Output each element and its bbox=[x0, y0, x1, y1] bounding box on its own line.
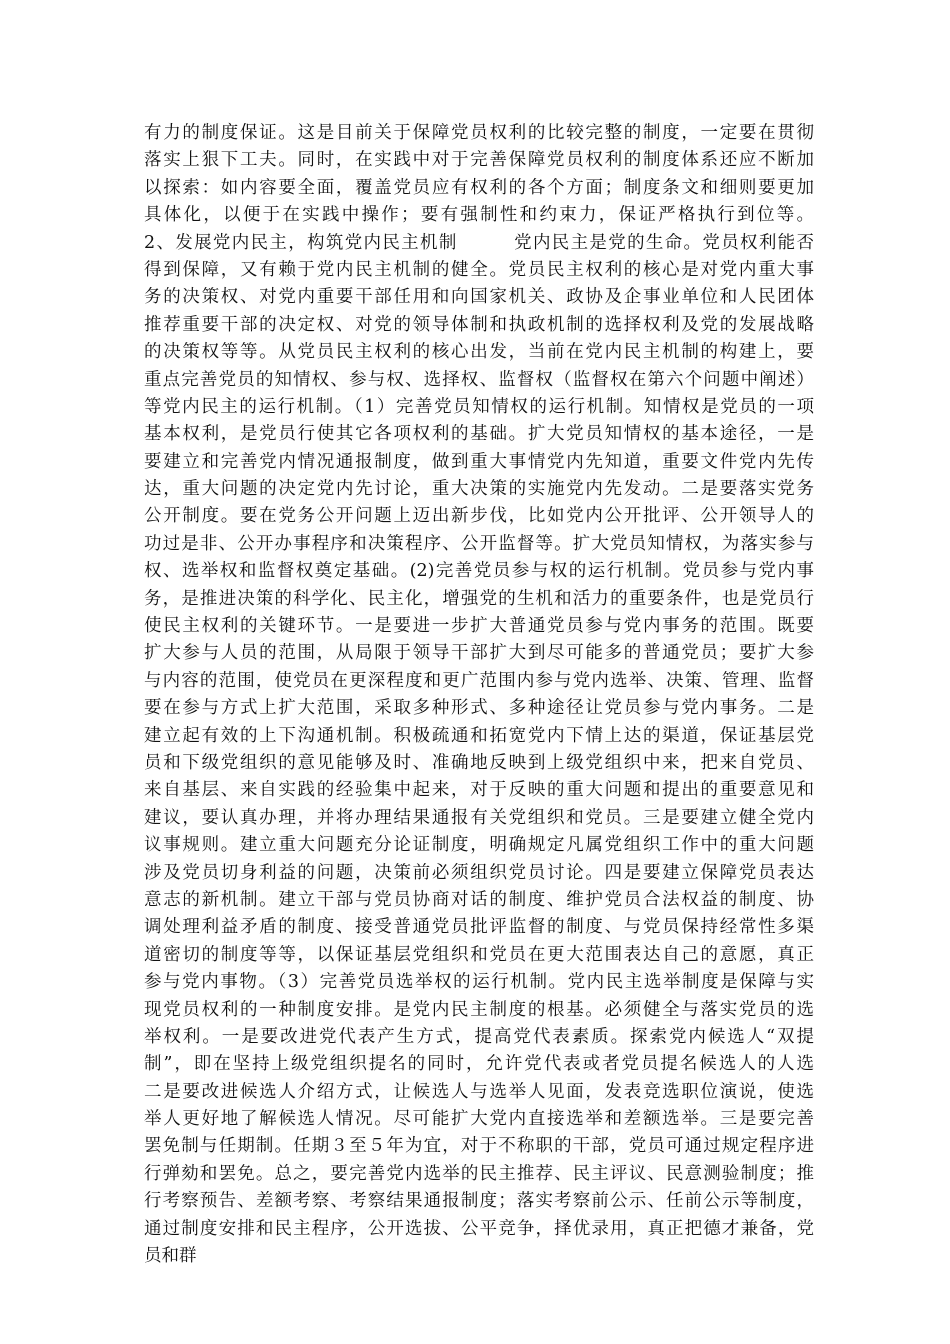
body-text bbox=[144, 120, 814, 1270]
text-line: 的决策权等等。从党员民主权利的核心出发，当前在党内民主机制的构建上，要 bbox=[144, 342, 814, 363]
text-line: 权、选举权和监督权奠定基础。(2)完善党员参与权的运行机制。党员参与党内事 bbox=[144, 561, 814, 582]
text-line: 现党员权利的一种制度安排。是党内民主制度的根基。必须健全与落实党员的选 bbox=[144, 999, 814, 1020]
text-line: 二是要改进候选人介绍方式，让候选人与选举人见面，发表竞选职位演说，使选 bbox=[144, 1081, 814, 1102]
text-line: 使民主权利的关键环节。一是要进一步扩大普通党员参与党内事务的范围。既要 bbox=[144, 616, 814, 637]
text-line: 与内容的范围，使党员在更深程度和更广范围内参与党内选举、决策、管理、监督 bbox=[144, 670, 814, 691]
text-line: 达，重大问题的决定党内先讨论，重大决策的实施党内先发动。二是要落实党务 bbox=[144, 479, 814, 500]
text-line: 调处理利益矛盾的制度、接受普通党员批评监督的制度、与党员保持经常性多渠 bbox=[144, 917, 814, 938]
text-line: 具体化，以便于在实践中操作；要有强制性和约束力，保证严格执行到位等。 bbox=[144, 205, 814, 226]
text-line: 有力的制度保证。这是目前关于保障党员权利的比较完整的制度，一定要在贯彻 bbox=[144, 123, 814, 143]
text-line: 举人更好地了解候选人情况。尽可能扩大党内直接选举和差额选举。三是要完善 bbox=[144, 1109, 814, 1130]
text-line: 建议，要认真办理，并将办理结果通报有关党组织和党员。三是要建立健全党内 bbox=[144, 807, 814, 828]
text-line: 制”，即在坚持上级党组织提名的同时，允许党代表或者党员提名候选人的人选 bbox=[144, 1054, 814, 1075]
text-line: 务，是推进决策的科学化、民主化，增强党的生机和活力的重要条件，也是党员行 bbox=[144, 588, 814, 609]
text-line: 罢免制与任期制。任期３至５年为宜，对于不称职的干部，党员可通过规定程序进 bbox=[144, 1136, 814, 1157]
text-line: 等党内民主的运行机制。（1）完善党员知情权的运行机制。知情权是党员的一项 bbox=[144, 396, 814, 417]
text-line: 务的决策权、对党内重要干部任用和向国家机关、政协及企事业单位和人民团体 bbox=[144, 287, 814, 308]
text-line: 行弹劾和罢免。总之，要完善党内选举的民主推荐、民主评议、民意测验制度；推 bbox=[144, 1163, 814, 1184]
text-line: 以探索：如内容要全面，覆盖党员应有权利的各个方面；制度条文和细则要更加 bbox=[144, 177, 814, 198]
text-line: 来自基层、来自实践的经验集中起来，对于反映的重大问题和提出的重要意见和 bbox=[144, 780, 814, 801]
text-line: 员和下级党组织的意见能够及时、准确地反映到上级党组织中来，把来自党员、 bbox=[144, 752, 814, 773]
text-line: 要建立和完善党内情况通报制度，做到重大事情党内先知道，重要文件党内先传 bbox=[144, 451, 814, 472]
text-line: 落实上狠下工夫。同时，在实践中对于完善保障党员权利的制度体系还应不断加 bbox=[144, 150, 814, 171]
text-line: 议事规则。建立重大问题充分论证制度，明确规定凡属党组织工作中的重大问题 bbox=[144, 835, 814, 856]
text-line: 通过制度安排和民主程序，公开选拔、公平竞争，择优录用，真正把德才兼备，党 bbox=[144, 1218, 814, 1239]
text-line: 参与党内事物。（3）完善党员选举权的运行机制。党内民主选举制度是保障与实 bbox=[144, 972, 814, 993]
text-line: 建立起有效的上下沟通机制。积极疏通和拓宽党内下情上达的渠道，保证基层党 bbox=[144, 725, 814, 746]
text-line: 功过是非、公开办事程序和决策程序、公开监督等。扩大党员知情权，为落实参与 bbox=[144, 533, 814, 554]
text-line: 意志的新机制。建立干部与党员协商对话的制度、维护党员合法权益的制度、协 bbox=[144, 889, 814, 910]
text-line: 要在参与方式上扩大范围，采取多种形式、多种途径让党员参与党内事务。二是 bbox=[144, 698, 814, 719]
text-line: 员和群 bbox=[144, 1246, 197, 1267]
text-line: 得到保障，又有赖于党内民主机制的健全。党员民主权利的核心是对党内重大事 bbox=[144, 259, 814, 280]
text-line: 扩大参与人员的范围，从局限于领导干部扩大到尽可能多的普通党员；要扩大参 bbox=[144, 643, 814, 664]
text-line: 道密切的制度等等，以保证基层党组织和党员在更大范围表达自己的意愿，真正 bbox=[144, 944, 814, 965]
text-line: 行考察预告、差额考察、考察结果通报制度；落实考察前公示、任前公示等制度， bbox=[144, 1191, 814, 1212]
text-line: 基本权利，是党员行使其它各项权利的基础。扩大党员知情权的基本途径，一是 bbox=[144, 424, 814, 445]
text-line: 重点完善党员的知情权、参与权、选择权、监督权（监督权在第六个问题中阐述） bbox=[144, 369, 814, 390]
text-line: 涉及党员切身利益的问题，决策前必须组织党员讨论。四是要建立保障党员表达 bbox=[144, 862, 814, 883]
text-line: 推荐重要干部的决定权、对党的领导体制和执政机制的选择权利及党的发展战略 bbox=[144, 314, 814, 335]
text-line: 举权利。一是要改进党代表产生方式，提高党代表素质。探索党内候选人“双提 bbox=[144, 1026, 814, 1047]
text-line: 2、发展党内民主，构筑党内民主机制 党内民主是党的生命。党员权利能否 bbox=[144, 232, 814, 253]
text-line: 公开制度。要在党务公开问题上迈出新步伐，比如党内公开批评、公开领导人的 bbox=[144, 506, 814, 527]
